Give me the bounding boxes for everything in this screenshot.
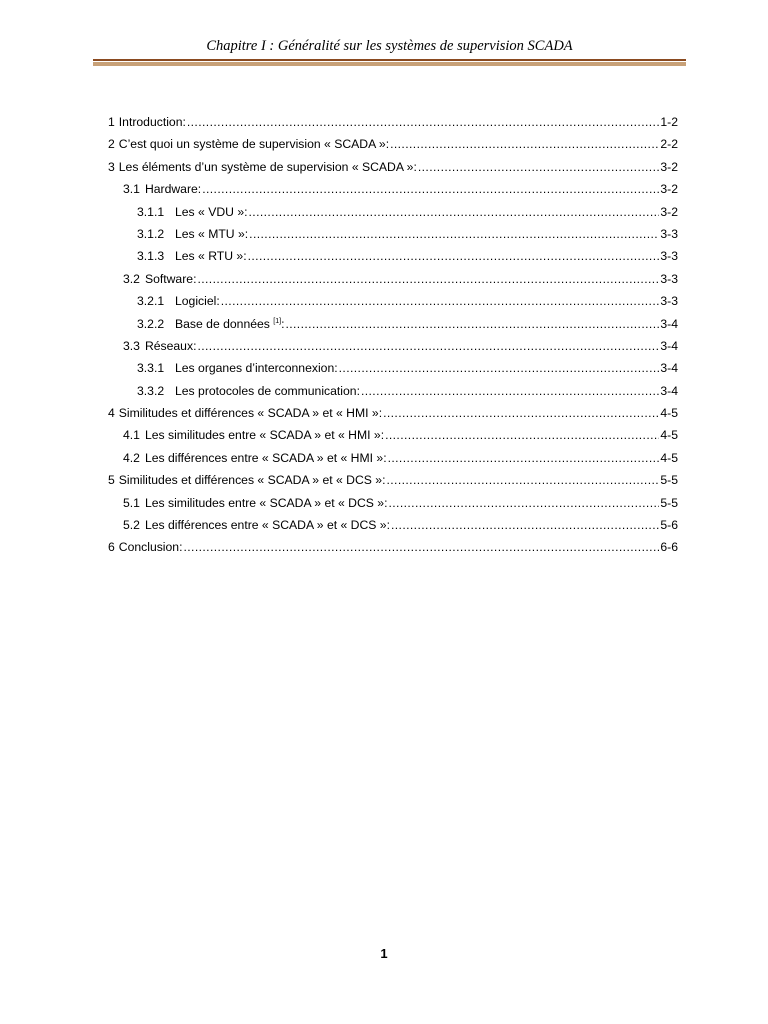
toc-entry-page: 3-3 [660,226,678,241]
toc-entry[interactable] [108,447,678,469]
toc-entry-title [118,156,417,178]
toc-entry-page: 4-5 [660,428,678,443]
header-rule-thin [93,59,686,61]
toc-entry-page: 1-2 [660,115,678,129]
toc-entry-page: 5-5 [660,473,678,488]
toc-entry-title-text: Les éléments d’un système de supervision « SCADA » [118,159,414,174]
toc-entry-page: 3-2 [660,204,678,219]
toc-dot-leader [388,492,659,514]
toc-entry-number: 2 [108,137,115,152]
toc-entry-title [119,536,179,558]
toc-entry-number: 3.3.2 [137,383,165,398]
toc-entry-page: 5-6 [660,518,678,533]
toc-entry[interactable] [108,335,678,357]
header-rule-thick [93,62,686,66]
toc-entry[interactable] [108,313,678,335]
toc-entry-number: 3.3.1 [137,361,165,376]
toc-entry[interactable] [108,201,678,223]
toc-entry-number: 3.2.2 [137,316,165,331]
toc-entry-number: 3.3 [123,338,140,353]
toc-dot-leader [249,223,659,245]
toc-entry-number: 4 [108,406,115,421]
toc-entry-page: 2-2 [660,137,678,152]
toc-entry-title [175,290,216,312]
toc-entry-title-text: Les similitudes entre « SCADA » et « DCS » [144,495,385,510]
toc-entry-number: 3 [108,159,115,174]
toc-dot-leader [385,424,659,446]
toc-entry-page: 3-2 [660,182,678,197]
toc-entry-number: 4.2 [123,450,140,465]
toc-entry-page: 5-5 [660,495,678,510]
toc-entry-title-text: Logiciel [175,294,217,309]
toc-entry-page: 3-4 [660,383,678,398]
toc-dot-leader [221,290,660,312]
toc-entry-title-text: Les différences entre « SCADA » et « DCS » [144,518,387,533]
toc-entry-title-text: Les protocoles de communication [175,383,357,398]
toc-entry-title-text: Hardware [144,182,198,197]
toc-dot-leader [187,111,660,133]
toc-entry-page: 3-4 [660,338,678,353]
toc-dot-leader [197,335,659,357]
toc-entry-number: 5 [108,473,115,488]
toc-entry-colon: : [179,540,183,555]
toc-dot-leader [386,469,659,491]
toc-entry-page: 3-4 [660,361,678,376]
toc-entry-title [118,111,186,133]
toc-entry[interactable] [108,402,678,424]
toc-entry-title-text: Les organes d’interconnexion [175,361,335,376]
toc-entry-colon: : [380,428,385,443]
toc-dot-leader [388,447,660,469]
page-number: 1 [380,946,388,961]
toc-entry[interactable] [108,111,678,133]
toc-entry-title [175,313,281,335]
toc-entry-colon: : [281,316,285,331]
toc-entry[interactable] [108,380,678,402]
toc-entry-title [145,447,383,469]
toc-dot-leader [285,313,659,335]
toc-entry-number: 3.2 [123,271,140,286]
toc-entry-title-text: Similitudes et différences « SCADA » et « DCS » [118,473,383,488]
toc-dot-leader [249,201,660,223]
toc-dot-leader [339,357,660,379]
toc-entry-colon: : [334,361,338,376]
toc-entry-title-text: Les similitudes entre « SCADA » et « HMI » [144,428,381,443]
toc-entry-title-text: Conclusion [118,540,180,555]
toc-entry-title [175,357,334,379]
toc-dot-leader [183,536,659,558]
toc-entry-colon: : [384,495,388,510]
toc-entry-colon: : [382,473,386,488]
toc-entry[interactable] [108,178,678,200]
toc-entry-title [145,178,198,200]
toc-entry-title-text: Introduction [118,115,183,129]
toc-dot-leader [391,514,659,536]
toc-entry-number: 4.1 [123,428,140,443]
toc-entry-colon: : [244,226,249,241]
toc-entry-page: 4-5 [660,406,678,421]
toc-entry-title [175,380,357,402]
toc-entry-title [175,223,245,245]
toc-entry-title [145,424,381,446]
toc-entry-colon: : [193,338,197,353]
toc-entry-colon: : [383,450,387,465]
toc-entry-page: 3-3 [660,271,678,286]
toc-entry[interactable] [108,290,678,312]
toc-entry-title [119,469,382,491]
toc-entry-colon: : [385,137,390,152]
toc-entry-number: 3.1.1 [137,204,165,219]
toc-entry-number: 1 [108,115,115,129]
toc-dot-leader [202,178,659,200]
toc-dot-leader [390,133,659,155]
toc-entry-title-text: Réseaux [144,338,194,353]
toc-dot-leader [418,156,660,178]
toc-entry-title-text: Les différences entre « SCADA » et « HMI » [144,450,384,465]
toc-entry[interactable] [108,223,678,245]
toc-entry-colon: : [193,271,197,286]
toc-entry-title [145,514,387,536]
toc-dot-leader [197,268,659,290]
toc-entry-colon: : [182,115,186,129]
toc-entry-colon: : [197,182,202,197]
toc-entry-title [175,201,244,223]
toc-dot-leader [248,245,660,267]
toc-entry-colon: : [378,406,383,421]
toc-entry-title [145,335,193,357]
toc-entry-colon: : [356,383,360,398]
toc-entry-number: 3.1 [123,182,140,197]
toc-entry-title-text: Base de données [175,316,270,331]
toc-entry[interactable] [108,514,678,536]
toc-entry-title-text: C’est quoi un système de supervision « SCADA » [118,137,386,152]
toc-entry-title [119,133,386,155]
toc-entry-colon: : [244,204,248,219]
toc-entry-colon: : [243,249,247,264]
toc-entry-title-text: Les « MTU » [175,226,245,241]
toc-entry-title-text: Les « VDU » [175,204,245,219]
toc-entry[interactable] [108,492,678,514]
toc-entry-number: 5.1 [123,495,140,510]
toc-entry[interactable] [108,133,678,155]
toc-entry-title-text: Similitudes et différences « SCADA » et « HMI » [118,406,379,421]
toc-entry[interactable] [108,245,678,267]
toc-entry-page: 3-2 [660,159,678,174]
toc-entry[interactable] [108,536,678,558]
toc-entry-title [145,492,384,514]
toc-entry[interactable] [108,156,678,178]
toc-entry-number: 3.1.2 [137,226,165,241]
toc-entry-title-text: Software [144,271,194,286]
toc-entry-title [175,245,243,267]
toc-entry-title [145,268,193,290]
toc-entry-reference: [1] [273,317,282,325]
toc-dot-leader [361,380,659,402]
toc-dot-leader [383,402,659,424]
toc-entry-colon: : [386,518,390,533]
toc-entry-page: 4-5 [660,450,678,465]
table-of-contents [108,111,678,559]
toc-entry[interactable] [108,357,678,379]
toc-entry-number: 5.2 [123,518,140,533]
toc-entry[interactable] [108,469,678,491]
toc-entry-page: 3-3 [660,294,678,309]
toc-entry-colon: : [216,294,220,309]
toc-entry-page: 3-4 [660,316,678,331]
toc-entry-colon: : [413,159,417,174]
toc-entry[interactable] [108,424,678,446]
toc-entry-title-text: Les « RTU » [175,249,244,264]
toc-entry-page: 6-6 [660,540,678,555]
running-header: Chapitre I : Généralité sur les systèmes de supervision SCADA [206,38,573,54]
toc-entry-number: 3.2.1 [137,294,165,309]
toc-entry[interactable] [108,268,678,290]
toc-entry-number: 3.1.3 [137,249,165,264]
toc-entry-title [119,402,379,424]
toc-entry-number: 6 [108,540,115,555]
toc-entry-page: 3-3 [660,249,678,264]
